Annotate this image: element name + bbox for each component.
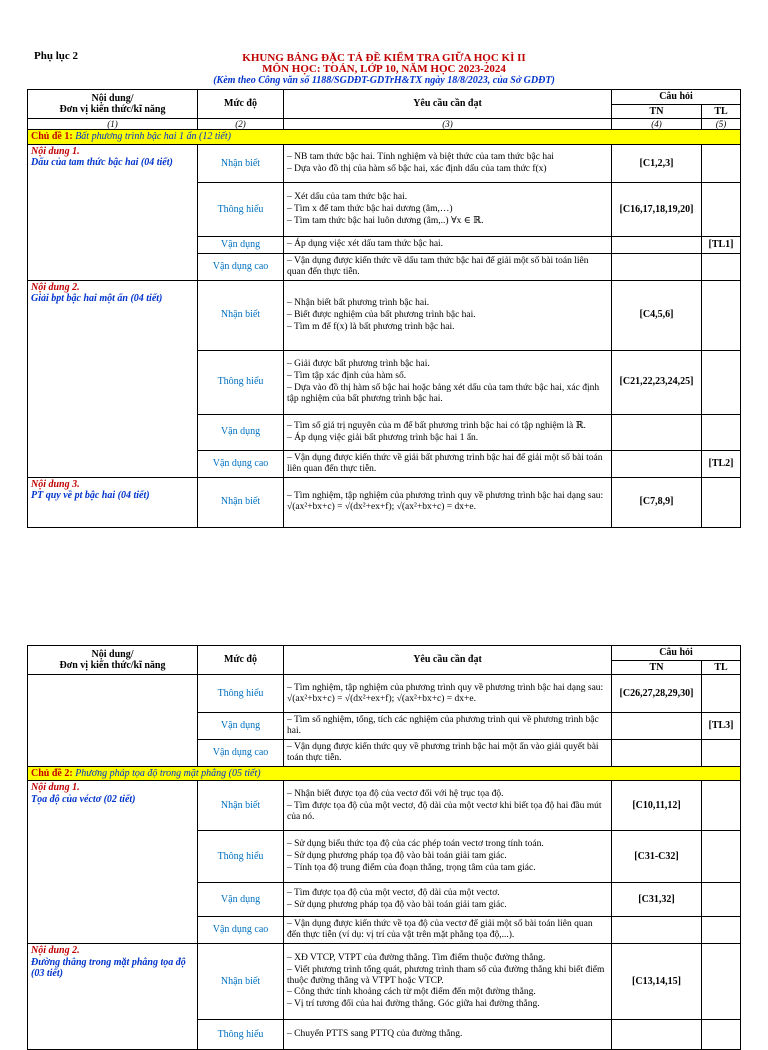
tl-questions: [702, 182, 741, 236]
level-vd: Vận dụng: [198, 883, 284, 917]
tn-questions: [C16,17,18,19,20]: [612, 182, 702, 236]
tl-questions: [702, 350, 741, 414]
content-1-cell: Nội dung 1. Dấu của tam thức bậc hai (04 tiết): [28, 144, 198, 280]
topic-2-row: Chủ đề 2: Phương pháp tọa độ trong mặt phẳng (05 tiết): [28, 766, 741, 781]
tl-questions: [702, 883, 741, 917]
content-2-cell: Nội dung 2. Giải bpt bậc hai một ẩn (04 tiết): [28, 280, 198, 477]
level-nb: Nhận biết: [198, 781, 284, 831]
requirements-cell: – Vận dụng được kiến thức về dấu tam thức bậc hai để giải một số bài toán liên quan đến thực tiễn.: [284, 253, 612, 280]
header-level: Mức độ: [198, 646, 284, 675]
tn-questions: [612, 236, 702, 253]
header-tl: TL: [702, 660, 741, 675]
level-vdc: Vận dụng cao: [198, 450, 284, 477]
level-th: Thông hiểu: [198, 182, 284, 236]
level-nb: Nhận biết: [198, 144, 284, 182]
document-title: KHUNG BẢNG ĐẶC TẢ ĐỀ KIỂM TRA GIỮA HỌC KÌ II: [242, 52, 526, 64]
tn-questions: [C26,27,28,29,30]: [612, 675, 702, 713]
level-th: Thông hiểu: [198, 831, 284, 883]
requirements-cell: – Tìm số nghiệm, tổng, tích các nghiệm của phương trình qui về phương trình bậc hai.: [284, 713, 612, 740]
col-number: (4): [612, 119, 702, 130]
tl-questions: [702, 477, 741, 527]
tn-questions: [C4,5,6]: [612, 280, 702, 350]
requirements-cell: – Tìm được tọa độ của một vectơ, độ dài của một vectơ. – Sử dụng phương pháp tọa độ vào bài toán giải tam giác.: [284, 883, 612, 917]
content-3-continued-cell: [28, 675, 198, 767]
spec-table-1: [27, 89, 741, 528]
document-reference: (Kèm theo Công văn số 1188/SGDĐT-GDTrH&TX ngày 18/8/2023, của Sở GDĐT): [213, 75, 555, 86]
level-th: Thông hiểu: [198, 350, 284, 414]
tl-questions: [TL3]: [702, 713, 741, 740]
col-number: (5): [702, 119, 741, 130]
tl-questions: [702, 917, 741, 944]
level-vdc: Vận dụng cao: [198, 917, 284, 944]
col-number: (2): [198, 119, 284, 130]
col-number: (1): [28, 119, 198, 130]
tl-questions: [702, 739, 741, 766]
header-tl: TL: [702, 104, 741, 119]
appendix-label: Phụ lục 2: [34, 50, 79, 62]
requirements-cell: – Sử dụng biểu thức tọa độ của các phép toán vectơ trong tính toán. – Sử dụng phương pháp tọa độ vào bài toán giải tam giác. – Tính tọa độ trung điểm của đoạn thẳng, trọng tâm của tam giác.: [284, 831, 612, 883]
tn-questions: [C1,2,3]: [612, 144, 702, 182]
tl-questions: [702, 414, 741, 450]
requirements-cell: – Tìm số giá trị nguyên của m để bất phương trình bậc hai có tập nghiệm là ℝ. – Áp dụng việc giải bất phương trình bậc hai 1 ẩn.: [284, 414, 612, 450]
requirements-cell: – Giải được bất phương trình bậc hai. – Tìm tập xác định của hàm số. – Dựa vào đồ thị hàm số bậc hai hoặc bảng xét dấu của tam thức bậc hai, xác định tập nghiệm của bất phương trình bậc hai.: [284, 350, 612, 414]
tl-questions: [TL2]: [702, 450, 741, 477]
requirements-cell: – Xét dấu của tam thức bậc hai. – Tìm x để tam thức bậc hai dương (âm,…) – Tìm tam thức bậc hai luôn dương (âm,..) ∀x ∈ ℝ.: [284, 182, 612, 236]
level-nb: Nhận biết: [198, 280, 284, 350]
level-th: Thông hiểu: [198, 675, 284, 713]
level-nb: Nhận biết: [198, 477, 284, 527]
requirements-cell: – Nhận biết được tọa độ của vectơ đối với hệ trục tọa độ. – Tìm được tọa độ của một vectơ, độ dài của một vectơ khi biết tọa độ hai đầu mút của nó.: [284, 781, 612, 831]
level-vdc: Vận dụng cao: [198, 739, 284, 766]
tn-questions: [612, 1020, 702, 1050]
tn-questions: [612, 414, 702, 450]
requirements-cell: – Tìm nghiệm, tập nghiệm của phương trình quy về phương trình bậc hai dạng sau: √(ax²+bx+c) = √(dx²+ex+f); √(ax²+bx+c) = dx+e.: [284, 477, 612, 527]
tn-questions: [C13,14,15]: [612, 944, 702, 1020]
requirements-cell: – Áp dụng việc xét dấu tam thức bậc hai.: [284, 236, 612, 253]
document-subtitle: MÔN HỌC: TOÁN, LỚP 10, NĂM HỌC 2023-2024: [262, 63, 506, 75]
level-vdc: Vận dụng cao: [198, 253, 284, 280]
tl-questions: [702, 831, 741, 883]
header-content: Nội dung/ Đơn vị kiến thức/kĩ năng: [28, 646, 198, 675]
requirements-cell: – Vận dụng được kiến thức về giải bất phương trình bậc hai để giải một số bài toán liên quan đến thực tiễn.: [284, 450, 612, 477]
tl-questions: [702, 1020, 741, 1050]
requirements-cell: – Vận dụng được kiến thức về tọa độ của vectơ để giải một số bài toán liên quan đến thực tiễn (ví dụ: vị trí của vật trên mặt phẳng tọa độ,...).: [284, 917, 612, 944]
topic-1-row: Chủ đề 1: Bất phương trình bậc hai 1 ẩn (12 tiết): [28, 130, 741, 145]
tl-questions: [702, 944, 741, 1020]
tn-questions: [612, 917, 702, 944]
level-th: Thông hiểu: [198, 1020, 284, 1050]
tn-questions: [612, 253, 702, 280]
tl-questions: [702, 144, 741, 182]
header-tn: TN: [612, 660, 702, 675]
header-level: Mức độ: [198, 90, 284, 119]
tl-questions: [702, 280, 741, 350]
tn-questions: [C7,8,9]: [612, 477, 702, 527]
header-questions: Câu hỏi: [612, 646, 741, 661]
tl-questions: [702, 781, 741, 831]
requirements-cell: – Tìm nghiệm, tập nghiệm của phương trình quy về phương trình bậc hai dạng sau: √(ax²+bx+c) = √(dx²+ex+f); √(ax²+bx+c) = dx+e.: [284, 675, 612, 713]
tl-questions: [TL1]: [702, 236, 741, 253]
level-nb: Nhận biết: [198, 944, 284, 1020]
tn-questions: [612, 739, 702, 766]
header-tn: TN: [612, 104, 702, 119]
header-content: Nội dung/ Đơn vị kiến thức/kĩ năng: [28, 90, 198, 119]
requirements-cell: – Nhận biết bất phương trình bậc hai. – Biết được nghiệm của bất phương trình bậc hai. – Tìm m để f(x) là bất phương trình bậc hai.: [284, 280, 612, 350]
requirements-cell: – XĐ VTCP, VTPT của đường thẳng. Tìm điểm thuộc đường thẳng. – Viết phương trình tổng quát, phương trình tham số của đường thẳng khi biết điểm thuộc đường thẳng và VTPT hoặc VTCP. – Công thức tính khoảng cách từ một điểm đến một đường thẳng. – Vị trí tương đối của hai đường thẳng. Góc giữa hai đường thẳng.: [284, 944, 612, 1020]
tn-questions: [C31,32]: [612, 883, 702, 917]
tn-questions: [612, 450, 702, 477]
level-vd: Vận dụng: [198, 236, 284, 253]
col-number: (3): [284, 119, 612, 130]
header-requirements: Yêu cầu cần đạt: [284, 90, 612, 119]
header-requirements: Yêu cầu cần đạt: [284, 646, 612, 675]
spec-table-2: [27, 645, 741, 1050]
tl-questions: [702, 253, 741, 280]
content-4-cell: Nội dung 1. Tọa độ của véctơ (02 tiết): [28, 781, 198, 944]
requirements-cell: – Chuyển PTTS sang PTTQ của đường thẳng.: [284, 1020, 612, 1050]
tn-questions: [C31-C32]: [612, 831, 702, 883]
tn-questions: [612, 713, 702, 740]
content-5-cell: Nội dung 2. Đường thẳng trong mặt phẳng tọa độ (03 tiết): [28, 944, 198, 1050]
header-questions: Câu hỏi: [612, 90, 741, 105]
tl-questions: [702, 675, 741, 713]
tn-questions: [C10,11,12]: [612, 781, 702, 831]
requirements-cell: – Vận dụng được kiến thức quy về phương trình bậc hai một ẩn vào giải quyết bài toán thực tiễn.: [284, 739, 612, 766]
level-vd: Vận dụng: [198, 713, 284, 740]
requirements-cell: – NB tam thức bậc hai. Tính nghiệm và biệt thức của tam thức bậc hai – Dựa vào đồ thị của hàm số bậc hai, xác định dấu của tam thức f(x): [284, 144, 612, 182]
content-3-cell: Nội dung 3. PT quy về pt bậc hai (04 tiết): [28, 477, 198, 527]
level-vd: Vận dụng: [198, 414, 284, 450]
tn-questions: [C21,22,23,24,25]: [612, 350, 702, 414]
